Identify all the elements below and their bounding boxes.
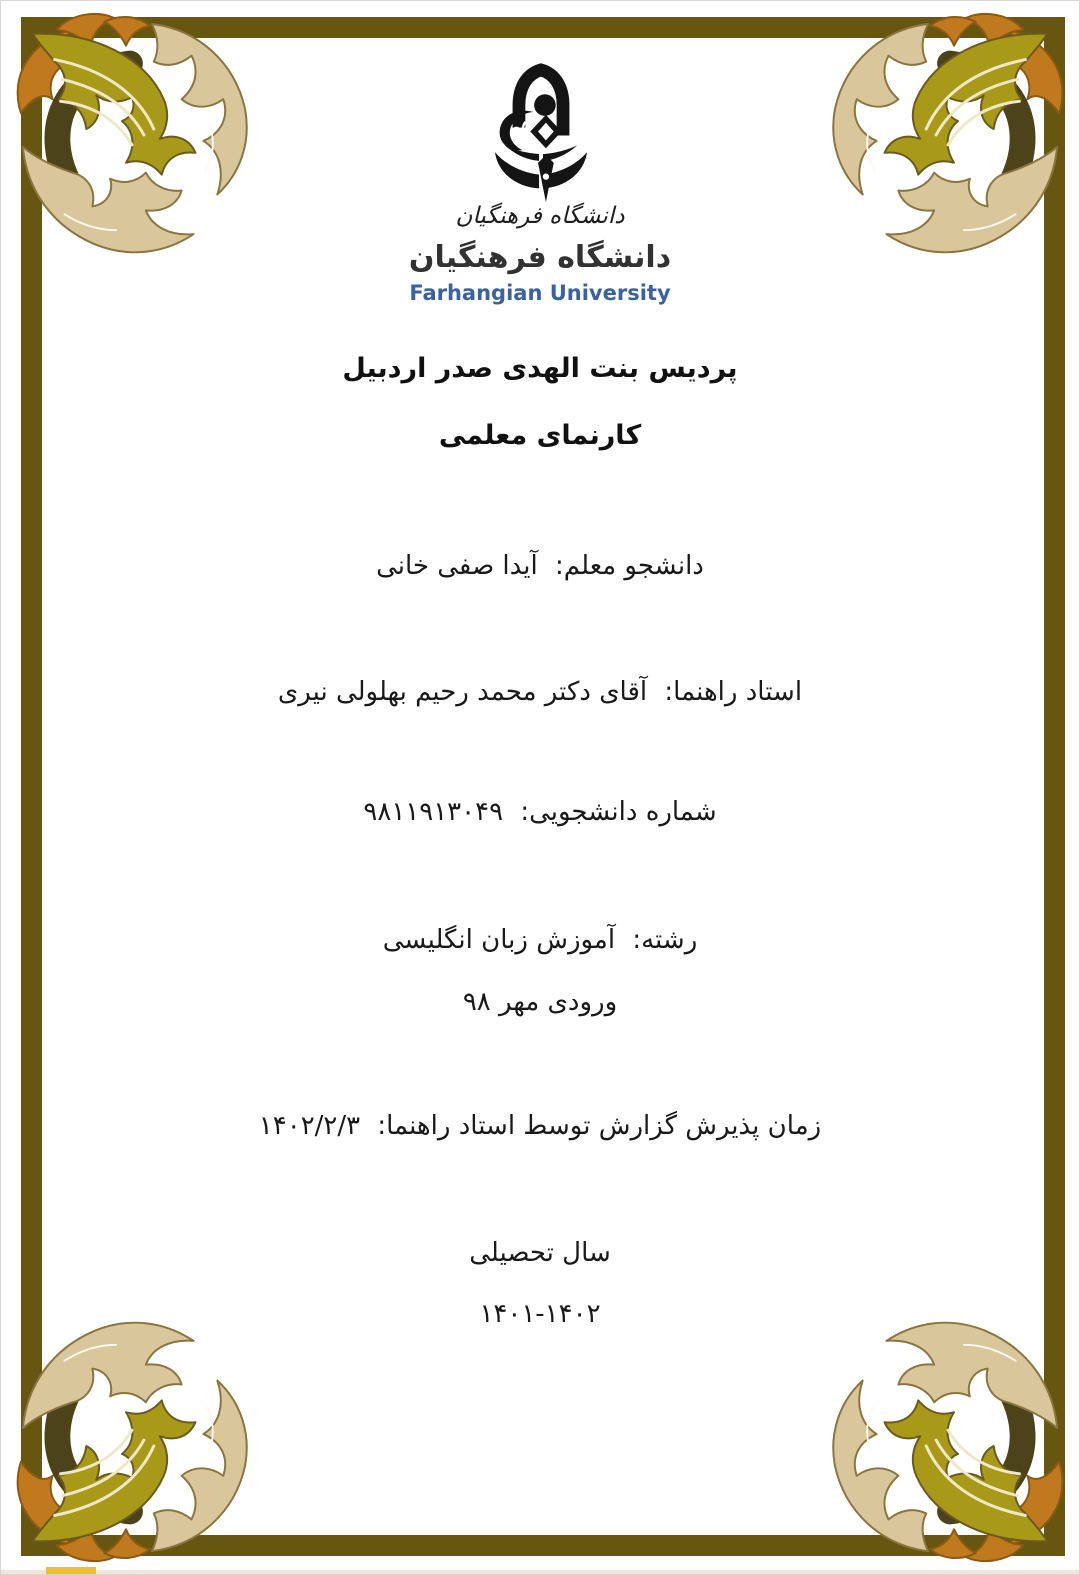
university-name-en: Farhangian University: [409, 281, 671, 305]
university-name-fa: دانشگاه فرهنگیان: [408, 240, 672, 275]
supervisor-label: استاد راهنما:: [664, 677, 803, 707]
student-label: دانشجو معلم:: [555, 551, 704, 581]
supervisor-line: [1, 677, 1079, 707]
student-number-line: [1, 797, 1079, 827]
student-number-label: شماره دانشجویی:: [520, 797, 717, 827]
major-value: آموزش زبان انگلیسی: [382, 925, 616, 955]
university-calligraphy: دانشگاه فرهنگیان: [455, 203, 625, 229]
acanthus-ornament-icon: [5, 1321, 253, 1569]
academic-year-label: سال تحصیلی: [469, 1238, 611, 1268]
academic-year-value: [1, 1299, 1079, 1329]
corner-ornament-bottom-left: [5, 1321, 253, 1569]
student-number-value: ۹۸۱۱۹۱۳۰۴۹: [363, 797, 504, 827]
student-value: آیدا صفی خانی: [376, 551, 538, 581]
academic-year-range: ۱۴۰۱-۱۴۰۲: [479, 1299, 601, 1329]
page-bottom-edge: [1, 1570, 1079, 1574]
entry-year-line: ورودی مهر ۹۸: [462, 987, 618, 1017]
scan-artifact: [46, 1567, 96, 1574]
supervisor-value: آقای دکتر محمد رحیم بهلولی نیری: [277, 677, 648, 707]
document-title: کارنمای معلمی: [438, 420, 642, 451]
major-line: [1, 925, 1079, 955]
major-label: رشته:: [632, 925, 698, 955]
acanthus-ornament-icon: [827, 1321, 1075, 1569]
acceptance-date-line: [1, 1111, 1079, 1141]
corner-ornament-bottom-right: [827, 1321, 1075, 1569]
student-name-line: [1, 551, 1079, 581]
acceptance-label: زمان پذیرش گزارش توسط استاد راهنما:: [377, 1111, 822, 1141]
acceptance-date-value: ۱۴۰۲/۲/۳: [258, 1111, 361, 1141]
university-logo-emblem-icon: [490, 61, 592, 206]
campus-name-line: پردیس بنت الهدی صدر اردبیل: [342, 353, 738, 384]
